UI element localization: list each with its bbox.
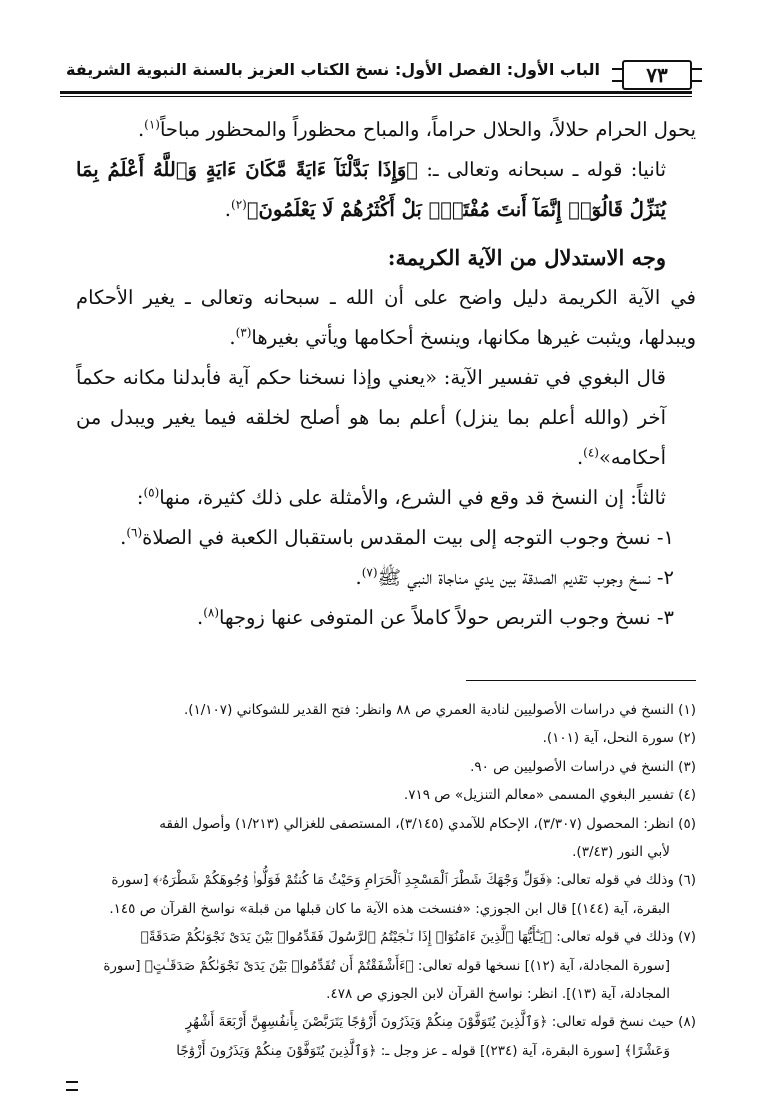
- footnote: (٥) انظر: المحصول (٣/٣٠٧)، الإحكام للآمدي (٣/١٤٥)، المستصفى للغزالي (١/٢١٣) وأصول الفقه: [159, 815, 696, 832]
- page-header: [60, 52, 692, 92]
- footnote: (٧) وذلك في قوله تعالى: ﴿يَـٰٓأَيُّهَا ٱلَّذِينَ ءَامَنُوٓا۟ إِذَا نَـٰجَيْتُمُ ٱلرَّسُولَ فَقَدِّمُوا۟ بَيْنَ يَدَىْ نَجْوَىٰكُمْ صَدَقَةً﴾: [140, 929, 696, 946]
- footnote: (١) النسخ في دراسات الأصوليين لنادية العمري ص ٨٨ وانظر: فتح القدير للشوكاني (١/١٠٧).: [183, 702, 696, 718]
- footnote-ref: (٣): [235, 325, 252, 340]
- paragraph-3: في الآية الكريمة دليل واضح على أن الله ـ سبحانه وتعالى ـ يغير الأحكام ويبدلها، ويثبت غيرها مكانها، وينسخ أحكامها ويأتي بغيرها$^{(٣)}$.: [76, 286, 696, 349]
- footnote-ref: (٤): [583, 445, 599, 460]
- footnote: (٨) حيث نسخ قوله تعالى: ﴿وَٱلَّذِينَ يُتَوَفَّوْنَ مِنكُمْ وَيَذَرُونَ أَزْوَٰجًا يَتَرَبَّصْنَ بِأَنفُسِهِنَّ أَرْبَعَةَ أَشْهُرٍ: [185, 1014, 696, 1031]
- list-item: ٢- نسخ وجوب تقديم الصدقة بين يدي مناجاة النبي ﷺ$^{(٧)}$.: [355, 565, 674, 589]
- main-text: [76, 110, 696, 638]
- footnote: (٦) وذلك في قوله تعالى: ﴿فَوَلِّ وَجْهَكَ شَطْرَ ٱلْمَسْجِدِ ٱلْحَرَامِ وَحَيْثُ مَا كُنتُمْ فَوَلُّوا۟ وُجُوهَكُمْ شَطْرَهُۥ﴾ [سورة: [111, 872, 696, 889]
- footnote-continuation: البقرة، آية (١٤٤)] قال ابن الجوزي: «فنسخت هذه الآية ما كان قبلها من قبلة» نواسخ القرآن ص ١٤٥.: [109, 900, 670, 917]
- footnote-continuation: [سورة المجادلة، آية (١٢)] نسخها قوله تعالى: ﴿ءَأَشْفَقْتُمْ أَن تُقَدِّمُوا۟ بَيْنَ يَدَىْ نَجْوَىٰكُمْ صَدَقَـٰتٍ﴾ [سورة: [103, 957, 670, 974]
- footnote-ref: (١): [144, 117, 160, 132]
- footnote-ref: (٥): [143, 485, 160, 500]
- footnote: (٣) النسخ في دراسات الأصوليين ص ٩٠.: [470, 758, 696, 775]
- footnote: (٤) تفسير البغوي المسمى «معالم التنزيل» ص ٧١٩.: [403, 787, 696, 804]
- header-rule: [60, 91, 692, 94]
- paragraph-5: ثالثاً: إن النسخ قد وقع في الشرع، والأمثلة على ذلك كثيرة، منها$^{(٥)}$:: [136, 485, 666, 509]
- paragraph-1: يحول الحرام حلالاً، والحلال حراماً، والمباح محظوراً والمحظور مباحاً$^{(١)}$.: [137, 117, 696, 141]
- paragraph-2: ثانيا: قوله ـ سبحانه وتعالى ـ: ﴿وَإِذَا بَدَّلْنَآ ءَايَةً مَّكَانَ ءَايَةٍ وَٱللَّهُ أَعْلَمُ بِمَا يُنَزِّلُ قَالُوٓا۟ إِنَّمَآ أَنتَ مُفْتَرٍۭ بَلْ أَكْثَرُهُمْ لَا يَعْلَمُونَ﴾$^{(٢)}$.: [76, 158, 667, 221]
- continuation-mark: [66, 1081, 78, 1091]
- footnote: (٢) سورة النحل، آية (١٠١).: [542, 730, 696, 747]
- footnote-continuation: وَعَشْرًا﴾ [سورة البقرة، آية (٢٣٤)] قوله ـ عز وجل ـ: ﴿وَٱلَّذِينَ يُتَوَفَّوْنَ مِنكُمْ وَيَذَرُونَ أَزْوَٰجًا: [176, 1042, 670, 1059]
- list-item: ٣- نسخ وجوب التربص حولاً كاملاً عن المتوفى عنها زوجها$^{(٨)}$.: [197, 605, 674, 629]
- footnotes: [64, 696, 696, 1065]
- footnote-continuation: المجادلة، آية (١٣)]. انظر: نواسخ القرآن لابن الجوزي ص ٤٧٨.: [326, 986, 670, 1003]
- footnote-separator: [466, 680, 696, 681]
- footnote-ref: (٢): [231, 197, 247, 212]
- paragraph-4: قال البغوي في تفسير الآية: «يعني وإذا نسخنا حكم آية فأبدلنا مكانه حكماً آخر (والله أعلم بما ينزل) أعلم بما هو أصلح لخلقه فيما يغير ويبدل من أحكامه»$^{(٤)}$.: [76, 366, 666, 469]
- page-number: ٧٣: [622, 60, 692, 90]
- header-rule-thin: [60, 96, 692, 97]
- list-item: ١- نسخ وجوب التوجه إلى بيت المقدس باستقبال الكعبة في الصلاة$^{(٦)}$.: [120, 525, 674, 549]
- section-heading: وجه الاستدلال من الآية الكريمة:: [387, 245, 666, 270]
- quran-verse: ﴿وَإِذَا بَدَّلْنَآ ءَايَةً مَّكَانَ ءَايَةٍ وَٱللَّهُ أَعْلَمُ بِمَا يُنَزِّلُ قَالُوٓا۟ إِنَّمَآ أَنتَ مُفْتَرٍۭ بَلْ أَكْثَرُهُمْ لَا يَعْلَمُونَ﴾: [76, 158, 666, 221]
- footnote-continuation: لأبي النور (٣/٤٣).: [572, 844, 670, 861]
- running-title: الباب الأول: الفصل الأول: نسخ الكتاب العزيز بالسنة النبوية الشريفة: [65, 60, 600, 79]
